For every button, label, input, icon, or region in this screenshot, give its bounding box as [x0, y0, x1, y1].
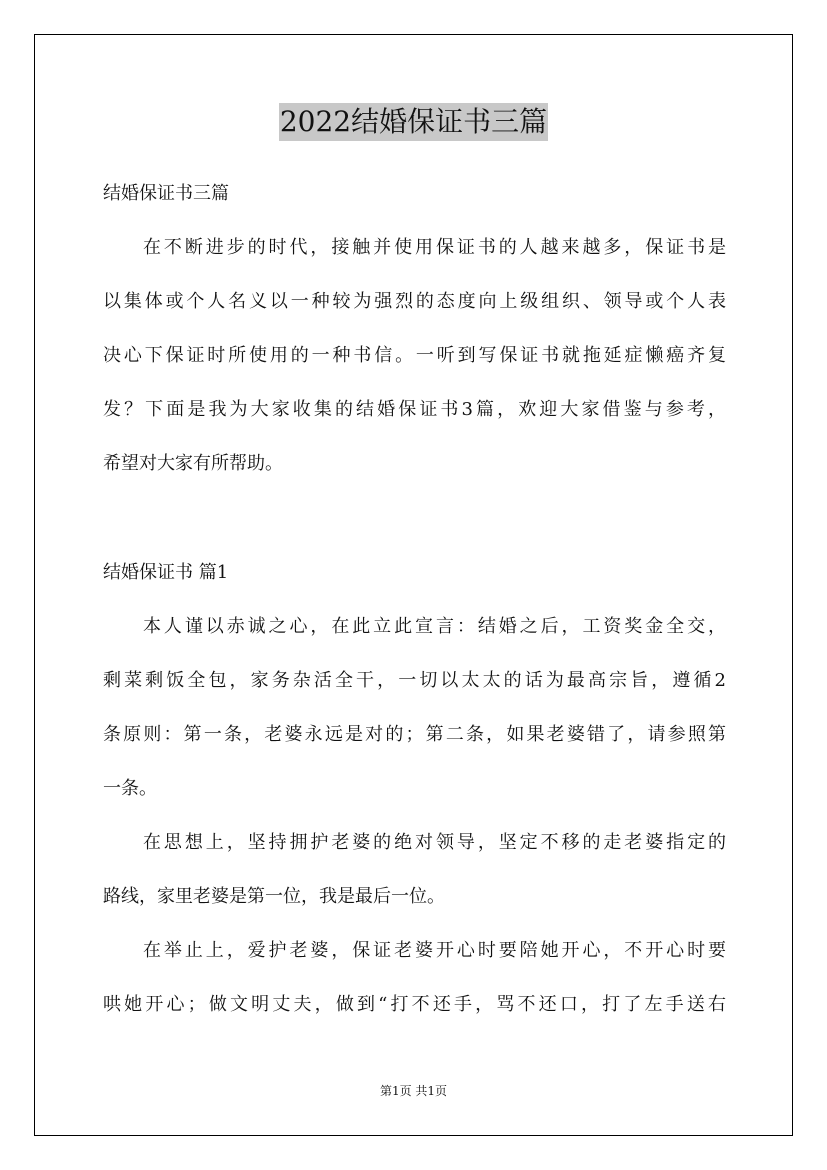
document-title: 2022结婚保证书三篇 [279, 103, 548, 141]
intro-line: 决心下保证时所使用的一种书信。一听到写保证书就拖延症懒癌齐复 [103, 345, 726, 366]
paragraph-1-line: 条原则：第一条，老婆永远是对的；第二条，如果老婆错了，请参照第 [103, 724, 726, 745]
page-number-footer: 第1页 共1页 [379, 1084, 448, 1098]
paragraph-1-line: 本人谨以赤诚之心，在此立此宣言：结婚之后，工资奖金全交， [143, 616, 726, 637]
paragraph-1-line: 剩菜剩饭全包，家务杂活全干，一切以太太的话为最高宗旨，遵循2 [103, 670, 726, 691]
paragraph-3-line: 哄她开心；做文明丈夫，做到“打不还手，骂不还口，打了左手送右 [103, 994, 726, 1015]
intro-line: 发？下面是我为大家收集的结婚保证书3篇，欢迎大家借鉴与参考， [103, 399, 726, 420]
paragraph-2-line: 路线，家里老婆是第一位，我是最后一位。 [103, 886, 445, 907]
paragraph-3-line: 在举止上，爱护老婆，保证老婆开心时要陪她开心，不开心时要 [143, 940, 726, 961]
paragraph-2-line: 在思想上，坚持拥护老婆的绝对领导，坚定不移的走老婆指定的 [143, 832, 726, 853]
intro-line: 以集体或个人名义以一种较为强烈的态度向上级组织、领导或个人表 [103, 291, 726, 312]
intro-line: 希望对大家有所帮助。 [103, 453, 283, 474]
intro-line: 在不断进步的时代，接触并使用保证书的人越来越多，保证书是 [143, 237, 726, 258]
section-heading-1: 结婚保证书 篇1 [103, 562, 229, 583]
section-heading-main: 结婚保证书三篇 [103, 183, 229, 204]
title-container [0, 103, 827, 141]
paragraph-1-line: 一条。 [103, 778, 157, 799]
